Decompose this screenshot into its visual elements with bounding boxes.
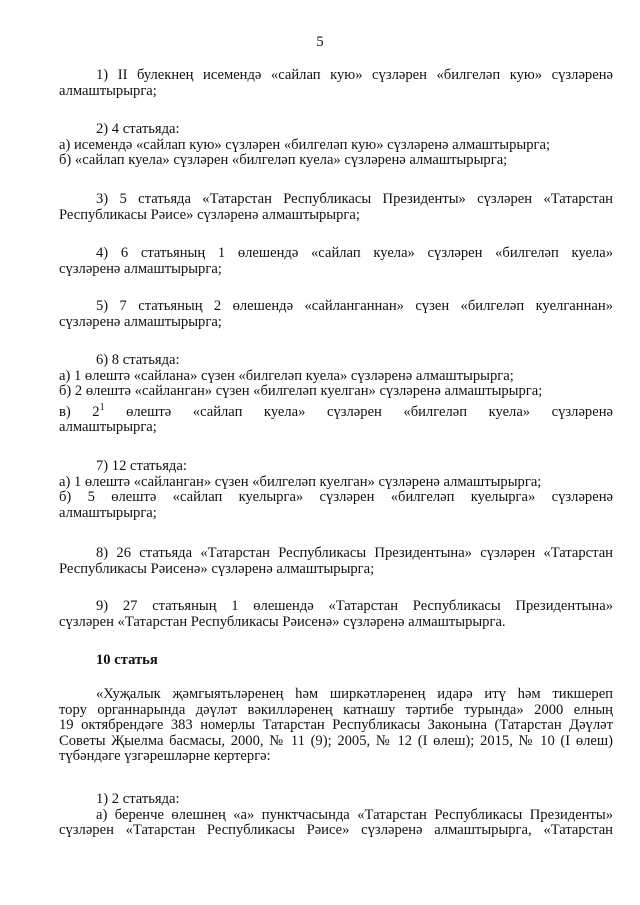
- text-line: Республикасы Рәисе» сүзләренә алмаштырырга;: [59, 206, 360, 223]
- text-line: 5) 7 статьяның 2 өлешендә «сайланганнан» сүзен «билгеләп куелганнан»: [96, 298, 613, 314]
- article-heading-block: [59, 653, 613, 669]
- list-item-3: [59, 192, 613, 223]
- list-item-6: [59, 353, 613, 436]
- article-intro: [59, 687, 613, 765]
- list-item-9: [59, 599, 613, 630]
- text-line: 2) 4 статьяда:: [96, 121, 180, 137]
- text-line: б) 2 өлештә «сайланган» сүзен «билгеләп куелган» сүзләренә алмаштырырга;: [59, 383, 543, 400]
- text-line: түбәндәге үзгәрешләрне кертергә:: [59, 748, 271, 765]
- text-line: сүзләрен «Татарстан Республикасы Рәисенә» сүзләренә алмаштырырга.: [59, 613, 506, 630]
- text-line: 1) II булекнең исемендә «сайлап кую» сүзләрен «билгеләп кую» сүзләренә: [96, 67, 613, 83]
- text-line: а) 1 өлештә «сайланган» сүзен «билгеләп куелган» сүзләренә алмаштырырга;: [59, 473, 542, 490]
- list-item-8: [59, 546, 613, 577]
- text-line: а) беренче өлешнең «а» пунктчасында «Татарстан Республикасы Президенты»: [96, 806, 613, 823]
- text-line: [59, 400, 613, 420]
- text-line: 9) 27 статьяның 1 өлешендә «Татарстан Республикасы Президентына»: [96, 598, 613, 614]
- list-item-5: [59, 299, 613, 330]
- text-line: 3) 5 статьяда «Татарстан Республикасы Президенты» сүзләрен «Татарстан: [96, 191, 613, 207]
- text-line: алмаштырырга;: [59, 82, 157, 99]
- text-line: «Хуҗалык җәмгыятьләренең һәм ширкәтләренең идарә итү һәм тикшереп: [96, 686, 613, 702]
- article-heading: 10 статья: [96, 652, 158, 668]
- text-fragment: өлештә «сайлап куела» сүзләрен «билгеләп куела» сүзләренә: [104, 403, 613, 420]
- text-line: алмаштырырга;: [59, 504, 157, 521]
- text-line: 6) 8 статьяда:: [96, 352, 180, 368]
- text-line: сүзләренә алмаштырырга;: [59, 313, 222, 330]
- page-number: 5: [316, 34, 324, 50]
- list-item-7: [59, 459, 613, 521]
- list-item-2: [59, 122, 613, 169]
- sub-item-1: [59, 792, 613, 839]
- superscript: 1: [99, 401, 105, 413]
- text-line: сүзләренә алмаштырырга;: [59, 260, 222, 277]
- text-line: 7) 12 статьяда:: [96, 458, 187, 474]
- text-line: а) исемендә «сайлап кую» сүзләрен «билгеләп кую» сүзләренә алмаштырырга;: [59, 136, 551, 153]
- text-line: Советы Җыелма басмасы, 2000, № 11 (9); 2005, № 12 (I өлеш); 2015, № 10 (I өлеш): [59, 732, 613, 749]
- list-item-4: [59, 246, 613, 277]
- text-line: сүзләрен «Татарстан Республикасы Рәисе» сүзләренә алмаштырырга, «Татарстан: [59, 822, 613, 839]
- text-line: 4) 6 статьяның 1 өлешендә «сайлап куела» сүзләрен «билгеләп куела»: [96, 245, 613, 261]
- text-line: 8) 26 статьяда «Татарстан Республикасы Президентына» сүзләрен «Татарстан: [96, 545, 613, 561]
- text-fragment: в) 2: [59, 403, 100, 420]
- text-line: а) 1 өлештә «сайлана» сүзен «билгеләп куела» сүзләренә алмаштырырга;: [59, 367, 514, 384]
- text-line: 1) 2 статьяда:: [96, 791, 180, 807]
- text-line: алмаштырырга;: [59, 419, 157, 436]
- text-line: б) «сайлап куела» сүзләрен «билгеләп куела» сүзләренә алмаштырырга;: [59, 152, 508, 169]
- list-item-1: [59, 68, 613, 99]
- text-line: б) 5 өлештә «сайлап куелырга» сүзләрен «билгеләп куелырга» сүзләренә: [59, 489, 613, 506]
- text-line: Республикасы Рәисенә» сүзләренә алмаштырырга;: [59, 560, 375, 577]
- text-line: тору органнарында дәүләт вәкилләренең катнашу тәртибе турында» 2000 елның: [59, 701, 613, 718]
- text-line: 19 октябрендәге 383 номерлы Татарстан Республикасы Законына (Татарстан Дәүләт: [59, 717, 613, 734]
